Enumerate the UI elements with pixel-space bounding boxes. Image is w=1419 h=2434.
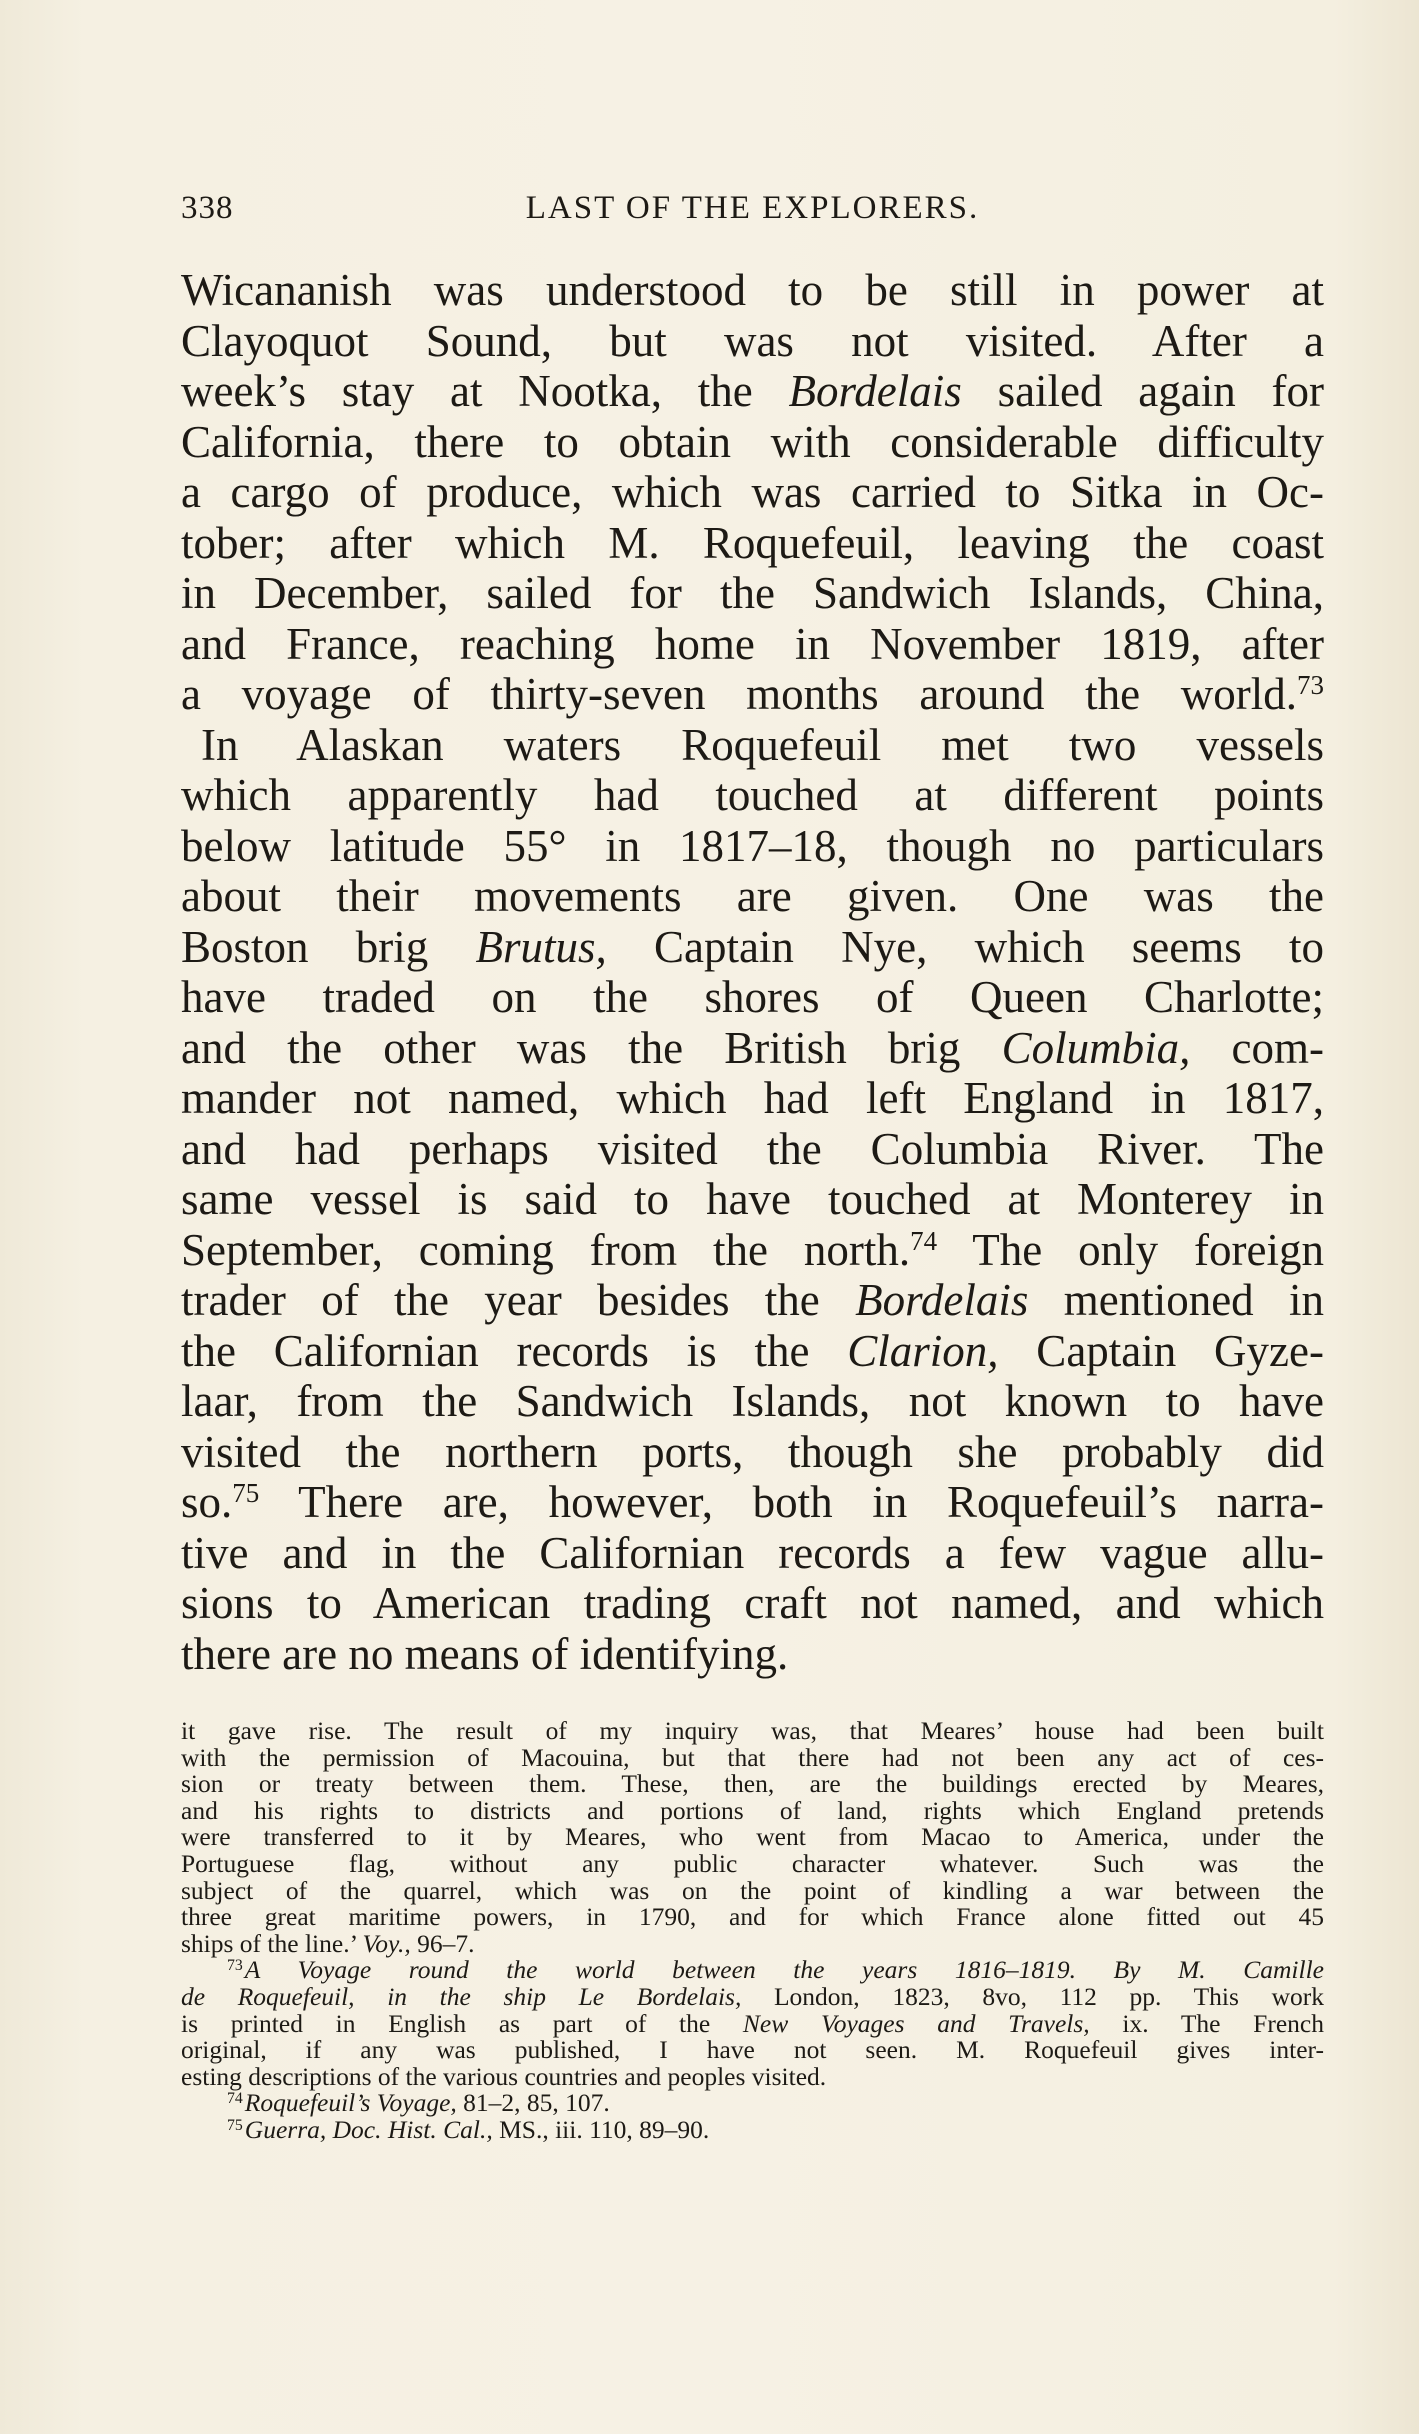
- body-line: [181, 871, 1324, 922]
- footnote-line: [181, 1795, 1324, 1825]
- text-run: In Alaskan waters Roquefeuil met two vessels: [201, 719, 1324, 770]
- running-head: LAST OF THE EXPLORERS.: [525, 190, 980, 226]
- body-line: [181, 1326, 1324, 1377]
- body-line: [181, 821, 1324, 872]
- page-header: [181, 190, 1324, 230]
- text-run: week’s stay at Nootka, the: [181, 366, 789, 416]
- body-line: [181, 1376, 1324, 1427]
- italic-text: Bordelais: [788, 366, 962, 416]
- text-run: trader of the year besides the: [181, 1275, 856, 1325]
- italic-text: Guerra, Doc. Hist. Cal.,: [244, 2114, 493, 2144]
- text-run: three great maritime powers, in 1790, and for which France alone fitted out 45: [181, 1902, 1324, 1932]
- text-run: and had perhaps visited the Columbia River. The: [181, 1123, 1324, 1174]
- footnote-number: 73: [227, 1957, 243, 1975]
- text-run: mentioned in: [1028, 1275, 1324, 1325]
- text-run: tober; after which M. Roquefeuil, leaving the coast: [181, 517, 1324, 568]
- text-run: a voyage of thirty-seven months around the world.: [181, 669, 1297, 719]
- text-run: so.: [181, 1477, 233, 1527]
- body-line: [181, 518, 1324, 569]
- text-run: Captain Nye, which seems to: [606, 921, 1324, 972]
- body-line: [181, 669, 1324, 720]
- body-line: [181, 1073, 1324, 1124]
- body-line: [181, 1477, 1324, 1528]
- text-run: Portuguese flag, without any public character whatever. Such was the: [181, 1848, 1324, 1878]
- text-run: original, if any was published, I have not seen. M. Roquefeuil gives inter-: [181, 2035, 1324, 2065]
- body-line: [181, 1225, 1324, 1276]
- text-run: visited the northern ports, though she probably did: [181, 1426, 1324, 1477]
- text-run: have traded on the shores of Queen Charlotte;: [181, 972, 1324, 1022]
- body-line: [181, 265, 1324, 316]
- text-run: with the permission of Macouina, but that there had not been any act of ces-: [181, 1742, 1324, 1772]
- body-line: [181, 1124, 1324, 1175]
- body-line: [181, 770, 1324, 821]
- text-run: California, there to obtain with considerable difficulty: [181, 416, 1324, 467]
- footnote-ref: 74: [910, 1225, 938, 1256]
- text-run: sion or treaty between them. These, then, are the buildings erected by Meares,: [181, 1769, 1324, 1799]
- footnote-line: [181, 1848, 1324, 1878]
- text-run: laar, from the Sandwich Islands, not known to have: [181, 1376, 1324, 1426]
- text-run: mander not named, which had left England in 1817,: [181, 1073, 1324, 1123]
- footnote-line: [181, 2008, 1324, 2038]
- text-run: com-: [1190, 1022, 1324, 1073]
- body-line: [181, 1174, 1324, 1225]
- text-run: Boston brig: [181, 921, 476, 972]
- text-run: September, coming from the north.: [181, 1224, 911, 1275]
- text-run: ix. The French: [1089, 2008, 1324, 2038]
- text-run: sailed again for: [961, 366, 1324, 416]
- footnote-line: [181, 1904, 1324, 1931]
- body-line: [181, 720, 1324, 771]
- footnote-line: [181, 1824, 1324, 1851]
- body-line: [181, 1427, 1324, 1478]
- body-line: [181, 619, 1324, 670]
- text-run: and France, reaching home in November 1819, after: [181, 618, 1324, 669]
- footnote-ref: 73: [1297, 670, 1324, 701]
- text-run: tive and in the Californian records a few vague allu-: [181, 1527, 1324, 1578]
- footnote-line: [181, 1718, 1324, 1745]
- italic-text: Brutus,: [475, 921, 607, 972]
- text-run: MS., iii. 110, 89–90.: [492, 2114, 710, 2144]
- body-line: [181, 366, 1324, 417]
- footnote-line: [181, 1742, 1324, 1772]
- footnote-line: [181, 1957, 1324, 1984]
- text-run: there are no means of identifying.: [181, 1628, 789, 1679]
- text-run: in December, sailed for the Sandwich Islands, China,: [181, 568, 1324, 618]
- text-run: same vessel is said to have touched at Monterey in: [181, 1174, 1324, 1224]
- text-run: a cargo of produce, which was carried to Sitka in Oc-: [181, 467, 1324, 517]
- page-number: 338: [181, 190, 234, 226]
- text-run: The only foreign: [937, 1224, 1324, 1275]
- footnote-line: [181, 1771, 1324, 1798]
- footnote-line: [181, 1928, 1324, 1958]
- text-run: which apparently had touched at different points: [181, 770, 1324, 820]
- text-run: about their movements are given. One was the: [181, 871, 1324, 921]
- footnote-line: [181, 2090, 1324, 2117]
- text-run: were transferred to it by Meares, who went from Macao to America, under the: [181, 1822, 1324, 1852]
- body-line: [181, 1629, 1324, 1680]
- text-run: it gave rise. The result of my inquiry was, that Meares’ house had been built: [181, 1716, 1324, 1745]
- body-text: [181, 265, 1324, 1679]
- body-line: [181, 316, 1324, 367]
- body-line: [181, 972, 1324, 1023]
- text-run: 96–7.: [410, 1928, 475, 1958]
- italic-text: Columbia,: [1001, 1022, 1191, 1073]
- body-line: [181, 1275, 1324, 1326]
- body-line: [181, 568, 1324, 619]
- text-run: ships of the line.’: [181, 1928, 363, 1958]
- text-run: Wicananish was understood to be still in power at: [181, 265, 1324, 315]
- body-line: [181, 1528, 1324, 1579]
- italic-text: Bordelais: [855, 1275, 1029, 1325]
- footnote-ref: 75: [232, 1478, 260, 1509]
- text-run: esting descriptions of the various countries and peoples visited.: [181, 2061, 827, 2091]
- text-run: below latitude 55° in 1817–18, though no particulars: [181, 820, 1324, 871]
- italic-text: de Roquefeuil, in the ship Le Bordelais,: [181, 1981, 742, 2011]
- text-run: 81–2, 85, 107.: [456, 2088, 610, 2118]
- text-run: subject of the quarrel, which was on the point of kindling a war between the: [181, 1875, 1324, 1905]
- body-line: [181, 922, 1324, 973]
- footnote-line: [181, 1875, 1324, 1905]
- text-run: is printed in English as part of the: [181, 2008, 743, 2038]
- italic-text: Clarion,: [847, 1325, 999, 1376]
- footnote-line: [181, 2114, 1324, 2144]
- text-run: Clayoquot Sound, but was not visited. After a: [181, 315, 1324, 366]
- text-run: There are, however, both in Roquefeuil’s narra-: [259, 1477, 1324, 1527]
- body-line: [181, 417, 1324, 468]
- text-run: London, 1823, 8vo, 112 pp. This work: [741, 1981, 1324, 2011]
- body-line: [181, 1023, 1324, 1074]
- text-run: and the other was the British brig: [181, 1022, 1002, 1073]
- footnote-line: [181, 1981, 1324, 2011]
- italic-text: Voy.,: [362, 1928, 411, 1958]
- body-line: [181, 467, 1324, 518]
- footnote-line: [181, 2061, 1324, 2091]
- text-run: the Californian records is the: [181, 1325, 848, 1376]
- italic-text: Roquefeuil’s Voyage,: [244, 2088, 457, 2118]
- text-run: and his rights to districts and portions of land, rights which England pretends: [181, 1795, 1324, 1825]
- italic-text: New Voyages and Travels,: [742, 2008, 1090, 2038]
- footnote-number: 74: [227, 2090, 243, 2108]
- text-run: Captain Gyze-: [998, 1325, 1324, 1376]
- footnote-line: [181, 2037, 1324, 2064]
- italic-text: A Voyage round the world between the years 1816–1819. By M. Camille: [244, 1955, 1324, 1985]
- footnote-number: 75: [227, 2117, 243, 2135]
- footnotes: [181, 1718, 1324, 2144]
- body-line: [181, 1578, 1324, 1629]
- text-run: sions to American trading craft not named, and which: [181, 1578, 1324, 1628]
